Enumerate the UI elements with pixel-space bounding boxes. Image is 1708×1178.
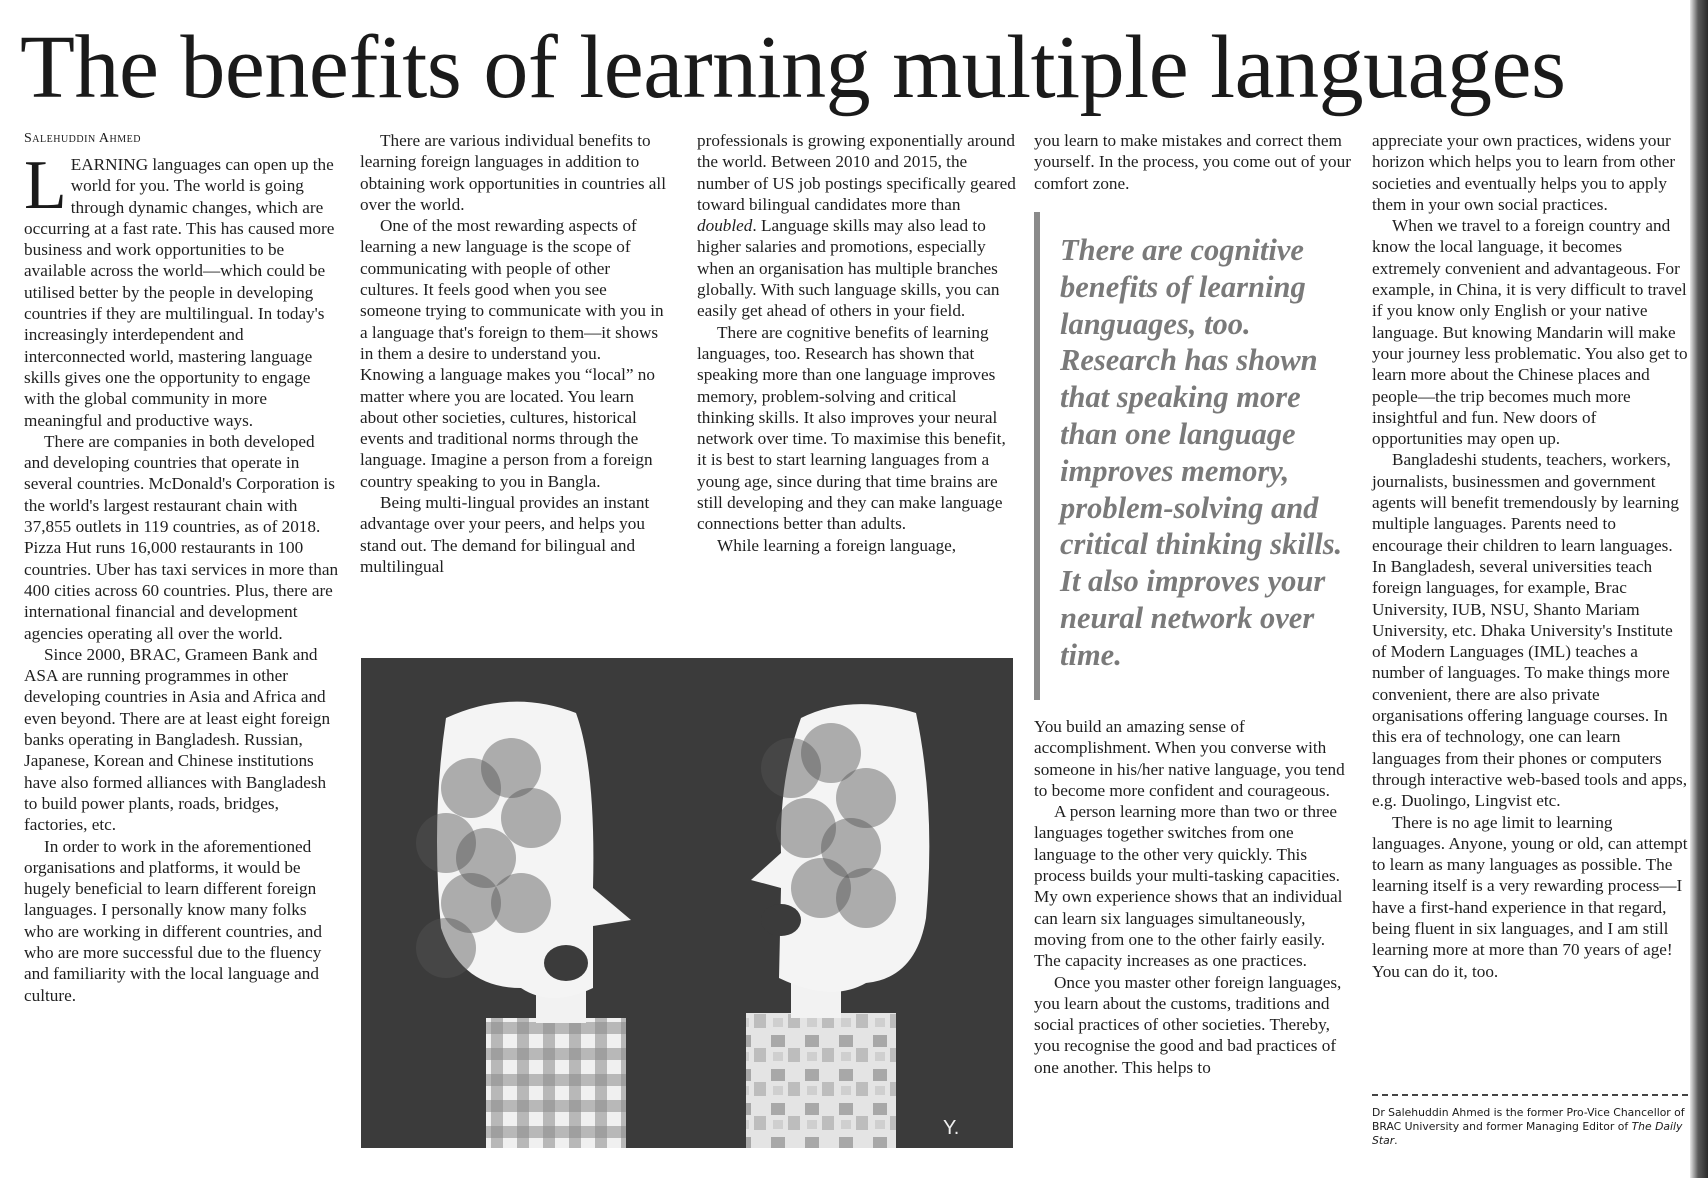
article-paragraph: A person learning more than two or three languages together switches from one language to the other very quickly. This process builds your multi-tasking capacities. My own experience shows that an individual can learn six languages simultaneously, moving from one to the other fairly easily. The capacity increases as one practices.	[1034, 802, 1343, 971]
article-column-4-bottom	[1034, 716, 1354, 1078]
article-column-2	[360, 130, 668, 577]
headline: The benefits of learning multiple languages	[20, 18, 1566, 117]
byline: Salehuddin Ahmed	[24, 131, 141, 146]
article-paragraph: In order to work in the aforementioned organisations and platforms, it would be hugely beneficial to learn different foreign languages. I personally know many folks who are working in different countries, and who are more successful due to the fluency and familiarity with the local language and culture.	[24, 836, 322, 1005]
article-paragraph: Once you master other foreign languages, you learn about the customs, traditions and social practices of other societies. Thereby, you recognise the good and bad practices of one another. This helps to	[1034, 972, 1342, 1077]
thought-circle	[836, 868, 896, 928]
article-column-5	[1372, 130, 1688, 982]
right-mouth	[761, 904, 801, 936]
article-paragraph: While learning a foreign language,	[717, 535, 957, 555]
article-paragraph: When we travel to a foreign country and know the local language, it becomes extremely convenient and advantageous. For example, in China, it is very difficult to travel if you know only English or your native language. But knowing Mandarin will make your journey less problematic. You also get to learn more about the Chinese places and people—the trip becomes much more insightful and fun. New doors of opportunities may open up.	[1372, 216, 1688, 449]
right-head	[746, 704, 929, 1148]
article-column-3	[697, 130, 1017, 556]
article-paragraph: There are various individual benefits to learning foreign languages in addition to obtaining work opportunities in countries all over the world.	[360, 131, 666, 214]
article-paragraph: Bangladeshi students, teachers, workers, journalists, businessmen and government agents will benefit tremendously by learning multiple languages. Parents need to encourage their children to learn languages. In Bangladesh, several universities teach foreign languages, for example, Brac University, IUB, NSU, Shanto Mariam University, etc. Dhaka University's Institute of Modern Languages (IML) teaches a number of languages. To make things more convenient, there are also private organisations offering language courses. In this era of technology, one can learn languages from their phones or computers through interactive web-based tools and apps, e.g. Duolingo, Lingvist etc.	[1372, 450, 1688, 811]
article-column-4-top	[1034, 130, 1354, 194]
right-shirt	[746, 1013, 896, 1148]
thought-circle	[501, 788, 561, 848]
article-column-1	[24, 130, 340, 1006]
drop-cap: L	[24, 147, 67, 224]
article-paragraph: There are companies in both developed and developing countries that operate in several countries. McDonald's Corporation is the world's largest restaurant chain with 37,855 outlets in 119 countries, as of 2018. Pizza Hut runs 16,000 restaurants in 100 countries. Uber has taxi services in more than 400 cities across 60 countries. Plus, there are international financial and development agencies operating all over the world.	[24, 431, 339, 643]
article-paragraph: you learn to make mistakes and correct them yourself. In the process, you come out of your comfort zone.	[1034, 131, 1351, 193]
article-paragraph: Since 2000, BRAC, Grameen Bank and ASA are running programmes in other developing countries in Asia and Africa and even beyond. There are at least eight foreign banks operating in Bangladesh. Russian, Japanese, Korean and Chinese institutions have also formed alliances with Bangladesh to build power plants, roads, bridges, factories, etc.	[24, 644, 331, 835]
bio-divider	[1372, 1094, 1688, 1096]
thought-circle	[416, 918, 476, 978]
page-edge-shadow	[1690, 0, 1708, 1178]
emphasis-doubled: doubled	[697, 216, 753, 236]
illustration-signature: Y.	[943, 1117, 960, 1139]
article-paragraph: Being multi-lingual provides an instant advantage over your peers, and helps you stand out. The demand for bilingual and multilingual	[360, 493, 650, 576]
author-bio: Dr Salehuddin Ahmed is the former Pro-Vice Chancellor of BRAC University and former Managing Editor of The Daily Star.	[1372, 1106, 1685, 1147]
left-mouth	[544, 945, 588, 981]
illustration-two-heads	[361, 658, 1013, 1148]
left-head	[416, 702, 631, 1148]
article-paragraph: One of the most rewarding aspects of learning a new language is the scope of communicating with people of other cultures. It feels good when you see someone trying to communicate with you in a language that's foreign to them—it shows in them a desire to understand you. Knowing a language makes you “local” no matter where you are located. You learn about other societies, cultures, historical events and traditional norms through the language. Imagine a person from a foreign country speaking to you in Bangla.	[360, 216, 664, 491]
article-paragraph: professionals is growing exponentially around the world. Between 2010 and 2015, the number of US job postings specifically geared toward bilingual candidates more than doubled. Language skills may also lead to higher salaries and promotions, especially when an organisation has multiple branches globally. With such language skills, you can easily get ahead of others in your field.	[697, 131, 1016, 321]
article-paragraph: There are cognitive benefits of learning languages, too. Research has shown that speaking more than one language improves memory, problem-solving and critical thinking skills. It also improves your neural network over time. To maximise this benefit, it is best to start learning languages from a young age, since during that time brains are still developing and they can make language connections better than adults.	[697, 322, 1006, 534]
publication-name: The Daily Star	[1372, 1120, 1683, 1147]
article-paragraph: You build an amazing sense of accomplishment. When you converse with someone in his/her native language, you tend to become more confident and courageous.	[1034, 717, 1345, 800]
article-paragraph: There is no age limit to learning languages. Anyone, young or old, can attempt to learn as many languages as possible. The learning itself is a very rewarding process—I have a first-hand experience in that regard, being fluent in six languages, and I am still learning more at more than 70 years of age! You can do it, too.	[1372, 812, 1688, 981]
left-shirt	[486, 1018, 626, 1148]
article-paragraph: appreciate your own practices, widens your horizon which helps you to learn from other societies and eventually helps you to apply them in your own social practices.	[1372, 131, 1676, 214]
pull-quote: There are cognitive benefits of learning languages, too. Research has shown that speaking more than one language improves memory, problem-solving and critical thinking skills. It also improves your neural network over time.	[1034, 212, 1352, 700]
article-paragraph: LEARNING languages can open up the world for you. The world is going through dynamic changes, which are occurring at a fast rate. This has caused more business and work opportunities to be available across the world—which could be utilised better by the people in developing countries if they are multilingual. In today's increasingly interdependent and interconnected world, mastering language skills gives one the opportunity to engage with the global community in more meaningful and productive ways.	[24, 147, 335, 430]
